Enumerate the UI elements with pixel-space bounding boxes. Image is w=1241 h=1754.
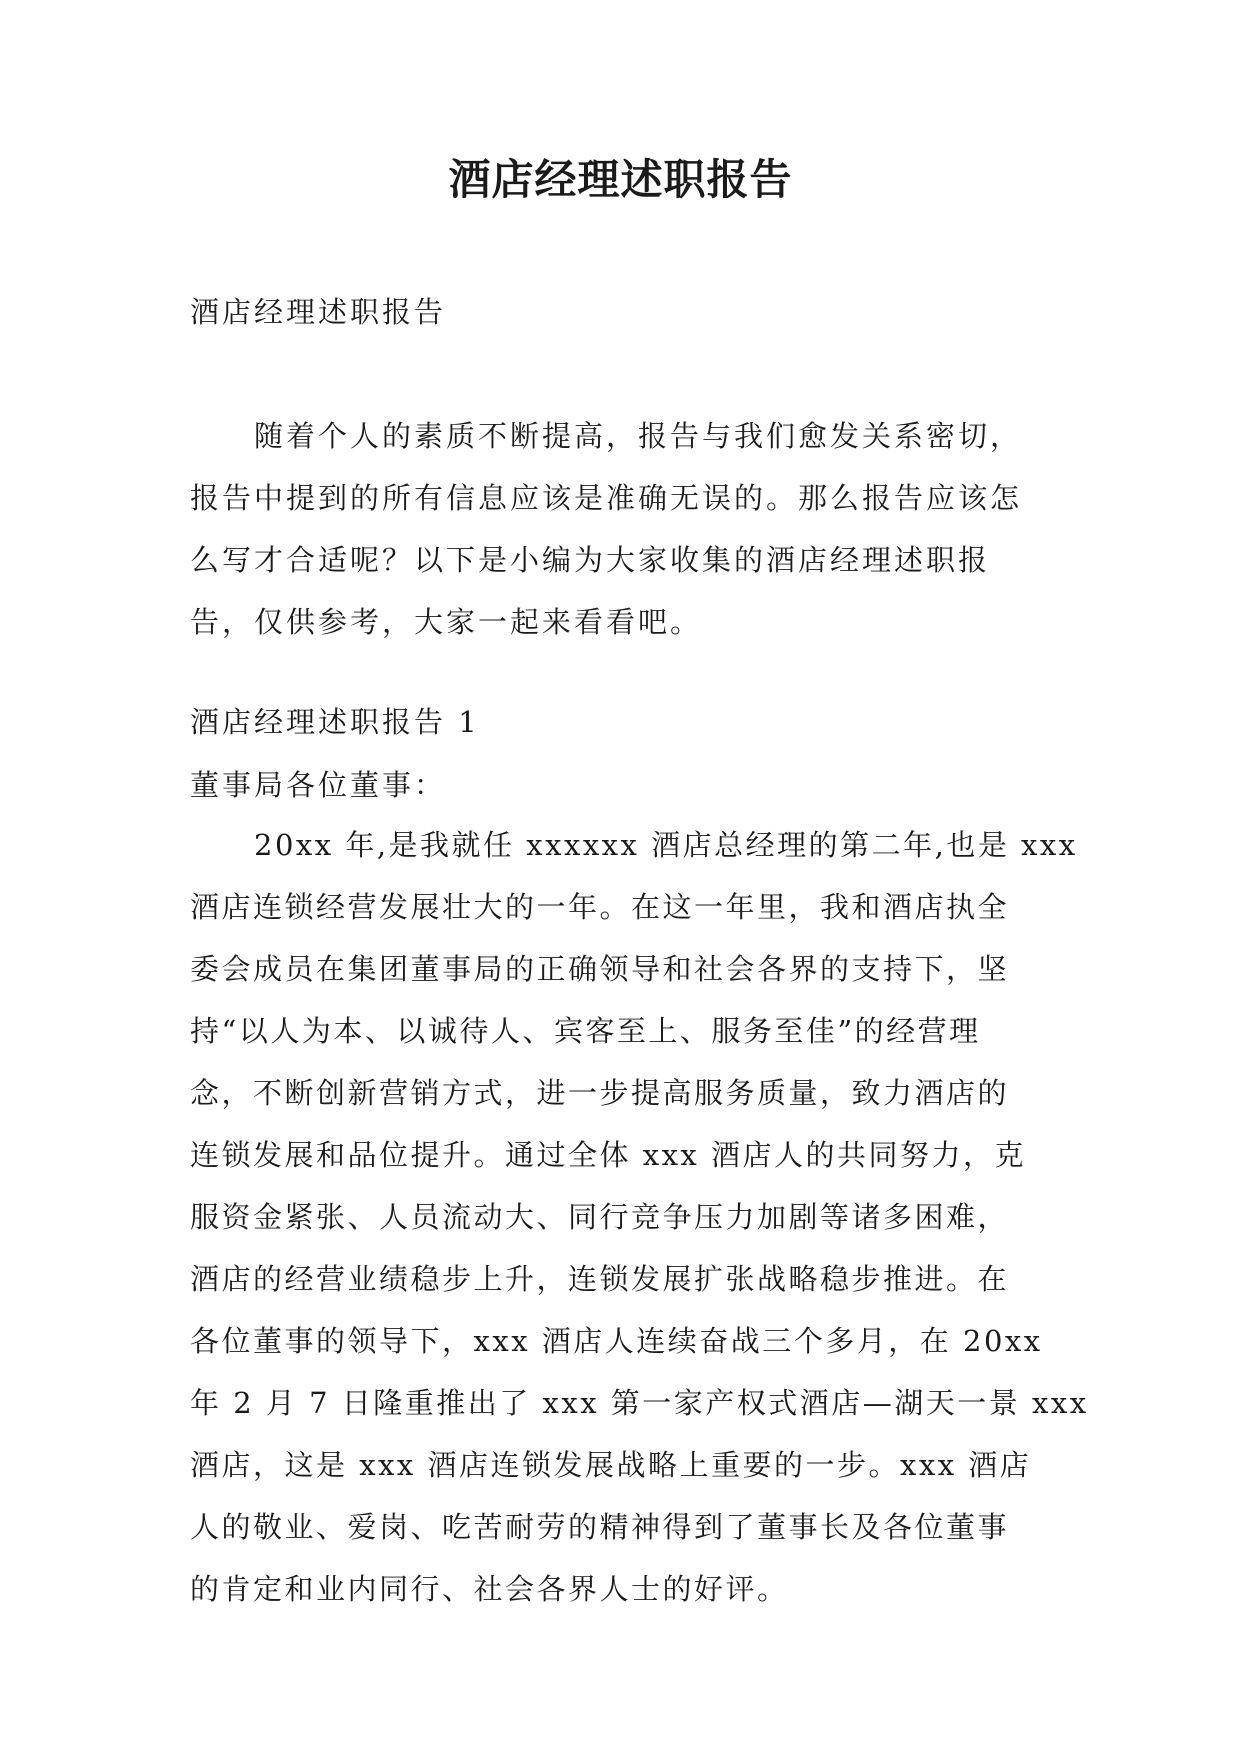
body-line: 持“以人为本、以诚待人、宾客至上、服务至佳”的经营理 <box>190 1014 981 1048</box>
body-line: 年 2 月 7 日隆重推出了 xxx 第一家产权式酒店—湖天一景 xxx <box>190 1386 1089 1420</box>
document-subtitle: 酒店经理述职报告 <box>190 295 447 329</box>
body-line: 服资金紧张、人员流动大、同行竞争压力加剧等诸多困难， <box>190 1200 1010 1234</box>
body-line: 各位董事的领导下，xxx 酒店人连续奋战三个多月，在 20xx <box>190 1324 1043 1358</box>
intro-paragraph <box>190 405 1070 653</box>
body-line: 的肯定和业内同行、社会各界人士的好评。 <box>190 1572 789 1606</box>
body-line: 酒店的经营业绩稳步上升，连锁发展扩张战略稳步推进。在 <box>190 1262 1010 1296</box>
salutation: 董事局各位董事： <box>190 768 447 802</box>
intro-line: 么写才合适呢？以下是小编为大家收集的酒店经理述职报 <box>190 543 991 577</box>
intro-line: 随着个人的素质不断提高，报告与我们愈发关系密切， <box>254 419 1023 453</box>
body-line: 人的敬业、爱岗、吃苦耐劳的精神得到了董事长及各位董事 <box>190 1510 1010 1544</box>
body-line: 酒店，这是 xxx 酒店连锁发展战略上重要的一步。xxx 酒店 <box>190 1448 1032 1482</box>
body-line: 委会成员在集团董事局的正确领导和社会各界的支持下，坚 <box>190 952 1010 986</box>
body-line: 20xx 年,是我就任 xxxxxx 酒店总经理的第二年,也是 xxx <box>254 828 1078 862</box>
body-line: 连锁发展和品位提升。通过全体 xxx 酒店人的共同努力，克 <box>190 1138 1027 1172</box>
body-paragraph <box>190 814 1089 1620</box>
intro-line: 告，仅供参考，大家一起来看看吧。 <box>190 605 703 639</box>
document-title: 酒店经理述职报告 <box>448 155 793 204</box>
intro-line: 报告中提到的所有信息应该是准确无误的。那么报告应该怎 <box>190 481 1023 515</box>
section-heading: 酒店经理述职报告 1 <box>190 705 480 739</box>
body-line: 念，不断创新营销方式，进一步提高服务质量，致力酒店的 <box>190 1076 1010 1110</box>
body-line: 酒店连锁经营发展壮大的一年。在这一年里，我和酒店执全 <box>190 890 1010 924</box>
